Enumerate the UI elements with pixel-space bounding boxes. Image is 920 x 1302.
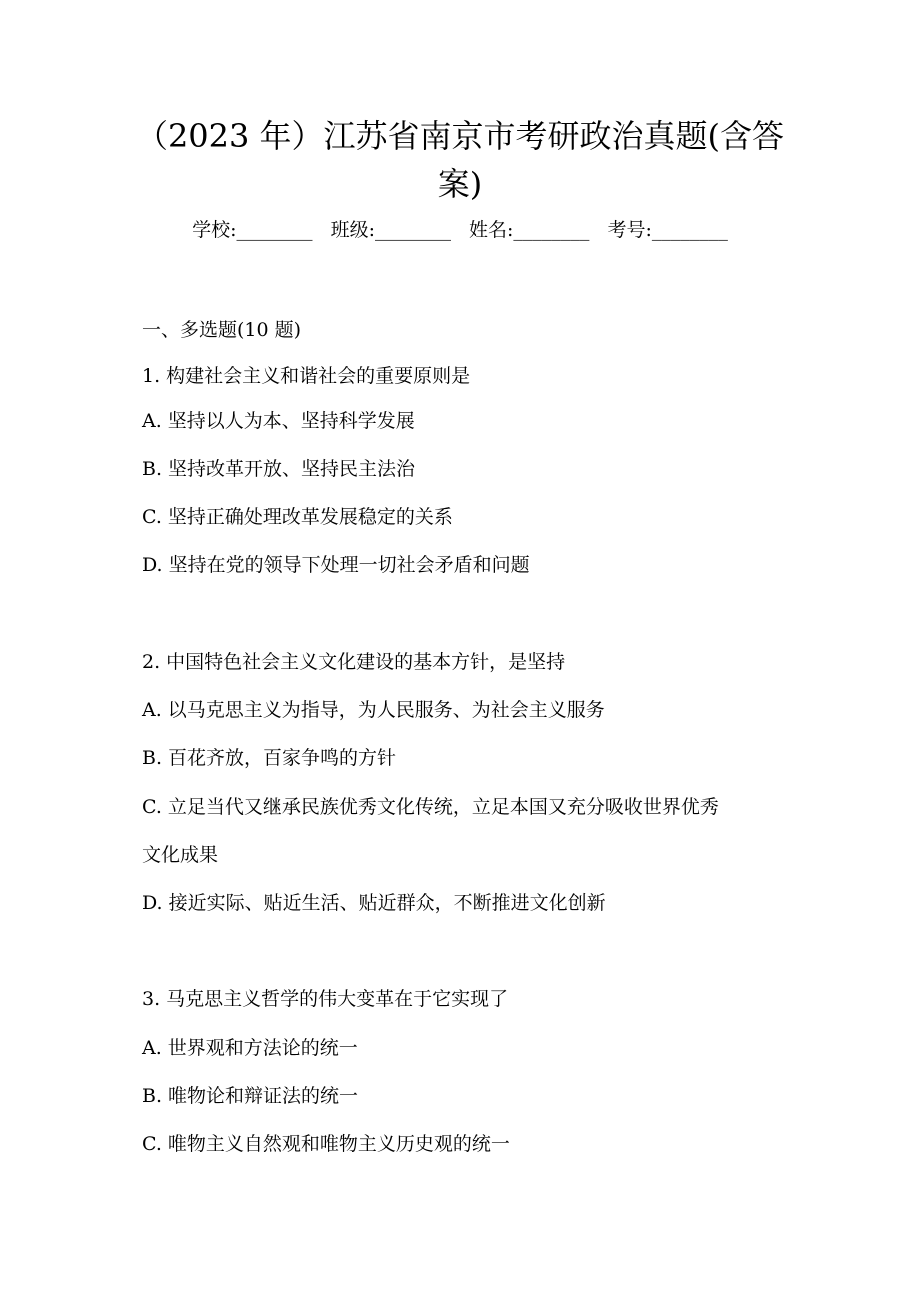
- info-field-name: 姓名:________: [469, 219, 590, 241]
- question-2-option-b: B. 百花齐放，百家争鸣的方针: [142, 747, 397, 769]
- document-title: （2023 年）江苏省南京市考研政治真题(含答案): [135, 117, 785, 203]
- info-field-school: 学校:________: [192, 219, 313, 241]
- question-2-stem: 2. 中国特色社会主义文化建设的基本方针，是坚持: [142, 651, 566, 673]
- question-2-option-c: C. 立足当代又继承民族优秀文化传统，立足本国又充分吸收世界优秀: [142, 796, 719, 818]
- section-heading: 一、多选题(10 题): [142, 319, 302, 341]
- student-info-line: [0, 212, 920, 248]
- question-1-stem: 1. 构建社会主义和谐社会的重要原则是: [142, 365, 471, 387]
- question-1-option-d: D. 坚持在党的领导下处理一切社会矛盾和问题: [142, 554, 530, 576]
- question-1-option-b: B. 坚持改革开放、坚持民主法治: [142, 458, 416, 480]
- question-2-option-a: A. 以马克思主义为指导，为人民服务、为社会主义服务: [142, 699, 605, 721]
- question-1-option-c: C. 坚持正确处理改革发展稳定的关系: [142, 506, 453, 528]
- question-1-option-a: A. 坚持以人为本、坚持科学发展: [142, 410, 415, 432]
- question-2-option-d: D. 接近实际、贴近生活、贴近群众，不断推进文化创新: [142, 892, 606, 914]
- question-3-option-c: C. 唯物主义自然观和唯物主义历史观的统一: [142, 1133, 510, 1155]
- question-3-option-a: A. 世界观和方法论的统一: [142, 1037, 358, 1059]
- question-3-stem: 3. 马克思主义哲学的伟大变革在于它实现了: [142, 988, 509, 1010]
- info-field-class: 班级:________: [330, 219, 451, 241]
- info-field-exam-number: 考号:________: [607, 219, 728, 241]
- question-2-option-c-continuation: 文化成果: [142, 844, 219, 866]
- question-3-option-b: B. 唯物论和辩证法的统一: [142, 1085, 359, 1107]
